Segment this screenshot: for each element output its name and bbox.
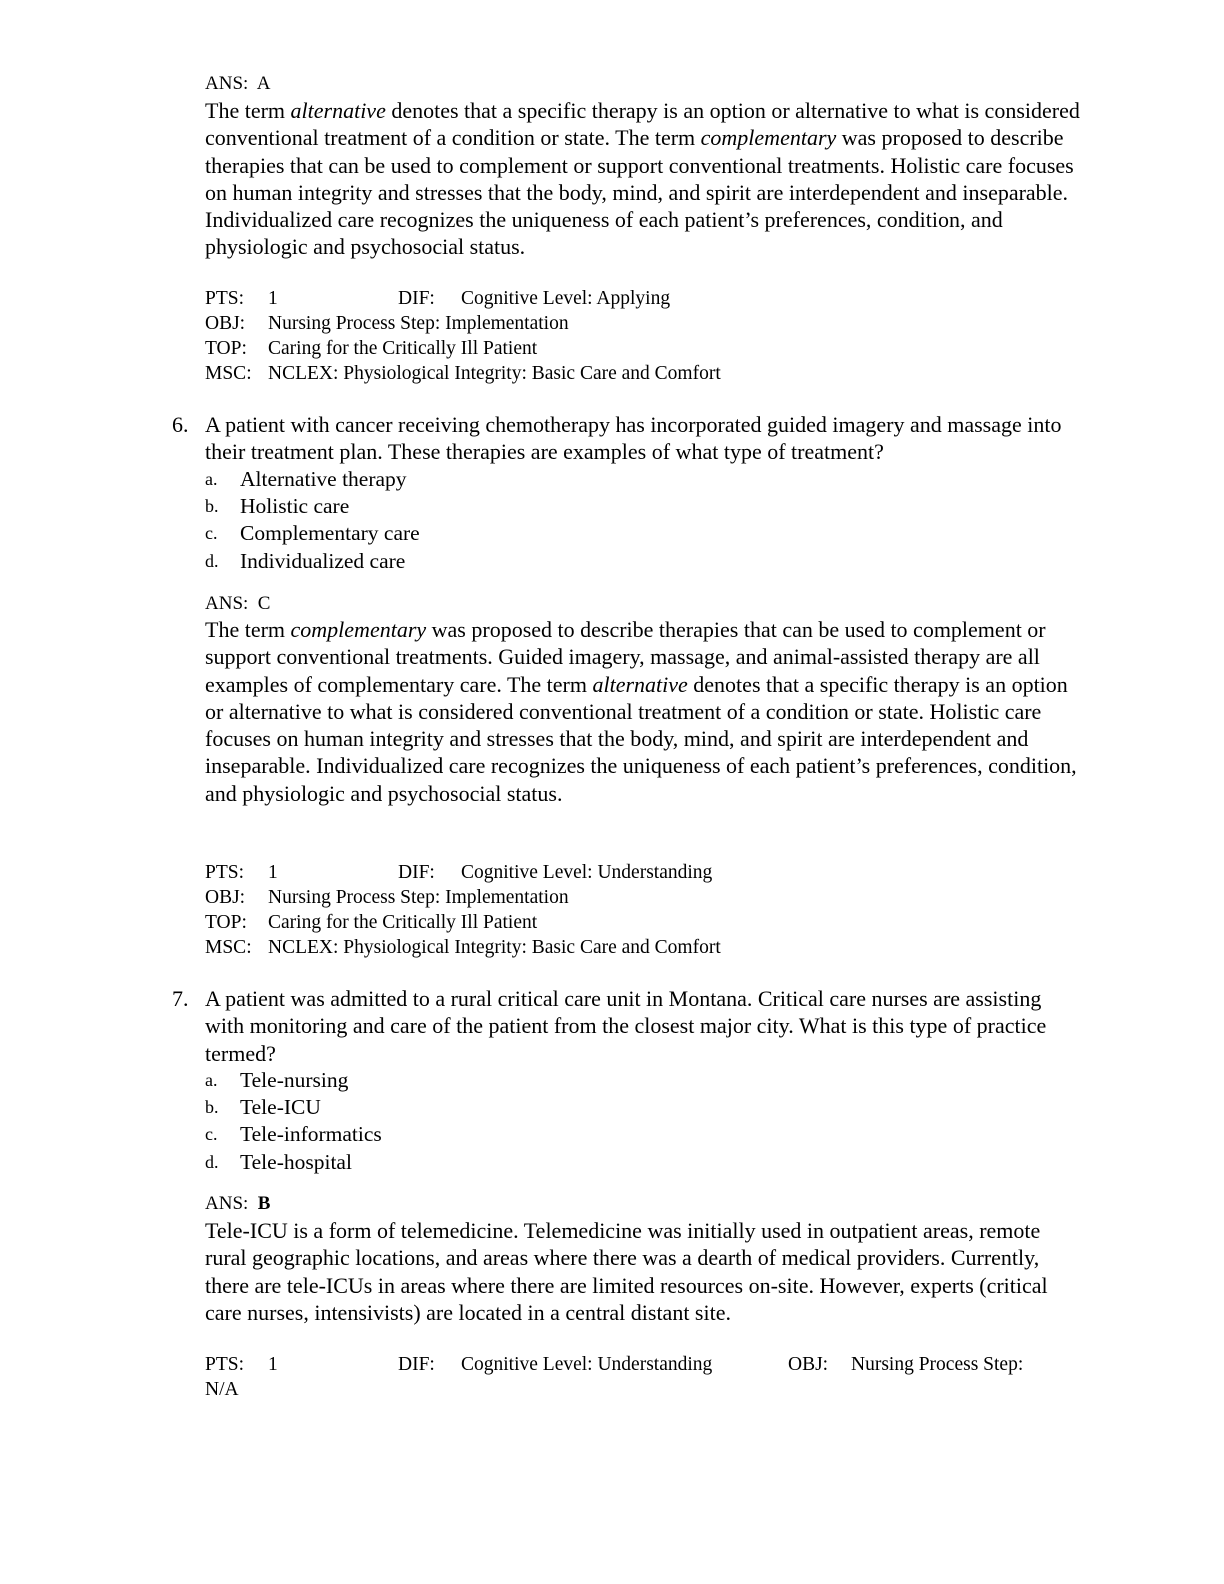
rationale: The term alternative denotes that a specific therapy is an option or alternative to what is considered conventional treatment of a condition or state. The term complementary was proposed to describe therapies that can be used to complement or support conventional treatments. Holistic care focuses on human integrity and stresses that the body, mind, and spirit are interdependent and inseparable. Individualized care recognizes the uniqueness of each patient’s preferences, condition, and physiologic and psychosocial status. [205, 98, 1080, 260]
msc-label: MSC: [205, 363, 252, 384]
question-stem: A patient was admitted to a rural critical care unit in Montana. Critical care nurses are assisting with monitoring and care of the patient from the closest major city. What is this type of practice termed? [205, 986, 1047, 1066]
metadata [205, 860, 1085, 960]
obj-value: Nursing Process Step: Implementation [268, 313, 569, 334]
top-value: Caring for the Critically Ill Patient [268, 912, 538, 933]
top-label: TOP: [205, 338, 247, 359]
dif-value: Cognitive Level: Understanding [461, 862, 713, 883]
rationale: Tele-ICU is a form of telemedicine. Telemedicine was initially used in outpatient areas, remote rural geographic locations, and areas where there was a dearth of medical providers. Currently, there are tele-ICUs in areas where there are limited resources on-site. However, experts (critical care nurses, intensivists) are located in a central distant site. [205, 1218, 1048, 1325]
option-c: c. Complementary care [205, 521, 420, 546]
top-value: Caring for the Critically Ill Patient [268, 338, 538, 359]
answer-line [205, 73, 1085, 95]
msc-label: MSC: [205, 937, 252, 958]
pts-label: PTS: [205, 1354, 245, 1375]
italic-term: complementary [290, 617, 427, 642]
answer-label: ANS: [205, 1193, 249, 1214]
dif-label: DIF: [398, 862, 435, 883]
answer-line [205, 1193, 1085, 1215]
pts-value: 1 [268, 862, 278, 883]
answer-label: ANS: [205, 73, 249, 94]
pts-value: 1 [268, 288, 278, 309]
italic-term: complementary [700, 125, 837, 151]
italic-term: alternative [592, 671, 688, 697]
obj-label: OBJ: [788, 1354, 829, 1375]
option-a: a. Tele-nursing [205, 1068, 349, 1092]
dif-label: DIF: [398, 288, 435, 309]
msc-value: NCLEX: Physiological Integrity: Basic Care and Comfort [268, 363, 721, 384]
question-number: 6. [172, 412, 189, 437]
dif-label: DIF: [398, 1354, 435, 1375]
answer-label: ANS: [205, 593, 249, 614]
obj-label: OBJ: [205, 313, 246, 334]
option-b: b. Holistic care [205, 494, 350, 519]
dif-value: Cognitive Level: Applying [461, 288, 671, 309]
answer-value: A [256, 73, 271, 94]
answer-value: C [257, 593, 271, 614]
italic-term: alternative [290, 98, 386, 123]
option-d: d. Tele-hospital [205, 1149, 352, 1174]
option-b: b. Tele-ICU [205, 1095, 321, 1120]
dif-value: Cognitive Level: Understanding [461, 1354, 713, 1375]
option-d: d. Individualized care [205, 548, 406, 573]
option-list [205, 1067, 1085, 1176]
obj-value-continued: N/A [205, 1379, 239, 1400]
metadata [205, 286, 1085, 386]
answer-value: B [257, 1193, 271, 1214]
option-c: c. Tele-informatics [205, 1122, 382, 1147]
pts-value: 1 [268, 1354, 278, 1375]
answer-line [205, 593, 1085, 615]
rationale: The term complementary was proposed to describe therapies that can be used to complement or support conventional treatments. Guided imagery, massage, and animal-assisted therapy are all examples of complementary care. The term alternative denotes that a specific therapy is an option or alternative to what is considered conventional treatment of a condition or state. Holistic care focuses on human integrity and stresses that the body, mind, and spirit are interdependent and inseparable. Individualized care recognizes the uniqueness of each patient’s preferences, condition, and physiologic and psychosocial status. [205, 617, 1077, 806]
option-list [205, 466, 1085, 575]
pts-label: PTS: [205, 862, 245, 883]
metadata [205, 1352, 1085, 1402]
msc-value: NCLEX: Physiological Integrity: Basic Care and Comfort [268, 937, 721, 958]
obj-value: Nursing Process Step: [851, 1354, 1024, 1375]
pts-label: PTS: [205, 288, 245, 309]
obj-value: Nursing Process Step: Implementation [268, 887, 569, 908]
question-stem: A patient with cancer receiving chemotherapy has incorporated guided imagery and massage into their treatment plan. These therapies are examples of what type of treatment? [205, 412, 1062, 465]
top-label: TOP: [205, 912, 247, 933]
obj-label: OBJ: [205, 887, 246, 908]
question-number: 7. [172, 986, 189, 1011]
option-a: a. Alternative therapy [205, 467, 407, 491]
